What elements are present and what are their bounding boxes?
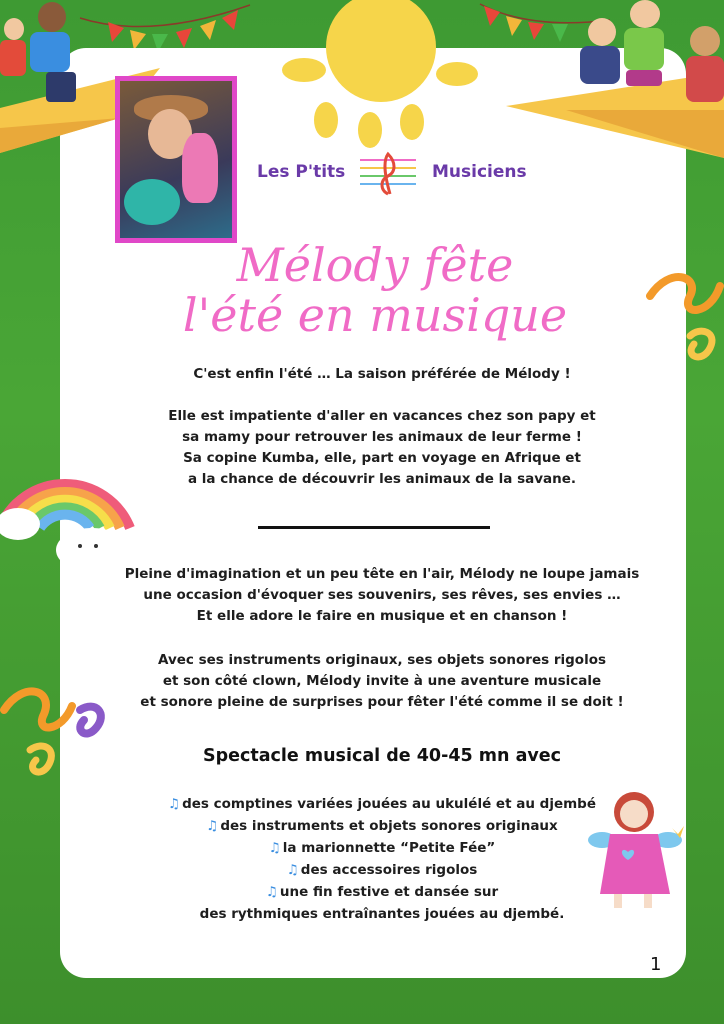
music-note-icon: ♫: [265, 884, 278, 900]
performer-photo: [115, 76, 237, 243]
music-note-icon: ♫: [167, 796, 181, 812]
children-left-illustration: [0, 0, 100, 110]
feature-item-continuation: des rythmiques entraînantes jouées au djembé.: [199, 906, 565, 922]
title-line-2: l'été en musique: [182, 288, 568, 342]
feature-item: ♫ des comptines variées jouées au ukulélé et au djembé: [167, 796, 596, 812]
paragraph-line: et son côté clown, Mélody invite à une aventure musicale: [162, 673, 602, 689]
show-heading: Spectacle musical de 40-45 mn avec: [202, 746, 562, 766]
children-right-illustration: [560, 0, 724, 120]
divider-rule: [258, 526, 490, 529]
brand-right-text: Musiciens: [432, 162, 527, 182]
brand-left-text: Les P'tits: [257, 162, 346, 182]
intro-line: C'est enfin l'été … La saison préférée de Mélody !: [193, 366, 571, 382]
feature-item: ♫ la marionnette “Petite Fée”: [268, 840, 496, 856]
music-note-icon: ♫: [286, 862, 299, 878]
streamer-right-decoration: [640, 256, 724, 376]
paragraph-line: une occasion d'évoquer ses souvenirs, ses rêves, ses envies …: [143, 587, 621, 603]
paragraph-line: Pleine d'imagination et un peu tête en l'air, Mélody ne loupe jamais: [124, 566, 640, 582]
paragraph-line: sa mamy pour retrouver les animaux de leur ferme !: [182, 429, 582, 445]
page-number: 1: [650, 954, 662, 975]
paragraph-line: Avec ses instruments originaux, ses objets sonores rigolos: [157, 652, 607, 668]
feature-item: ♫ une fin festive et dansée sur: [265, 884, 499, 900]
paragraph-line: Elle est impatiente d'aller en vacances chez son papy et: [168, 408, 596, 424]
paragraph-line: a la chance de découvrir les animaux de la savane.: [187, 471, 577, 487]
paragraph-line: Et elle adore le faire en musique et en chanson !: [196, 608, 568, 624]
feature-item: ♫ des instruments et objets sonores originaux: [206, 818, 558, 834]
music-note-icon: ♫: [268, 840, 281, 856]
music-clef-logo-icon: [358, 150, 418, 196]
feature-item: ♫ des accessoires rigolos: [286, 862, 478, 878]
paragraph-line: Sa copine Kumba, elle, part en voyage en Afrique et: [183, 450, 581, 466]
fairy-puppet-illustration: [588, 790, 684, 914]
title-line-1: Mélody fête: [236, 238, 514, 292]
music-note-icon: ♫: [206, 818, 219, 834]
paragraph-line: et sonore pleine de surprises pour fêter l'été comme il se doit !: [140, 694, 624, 710]
